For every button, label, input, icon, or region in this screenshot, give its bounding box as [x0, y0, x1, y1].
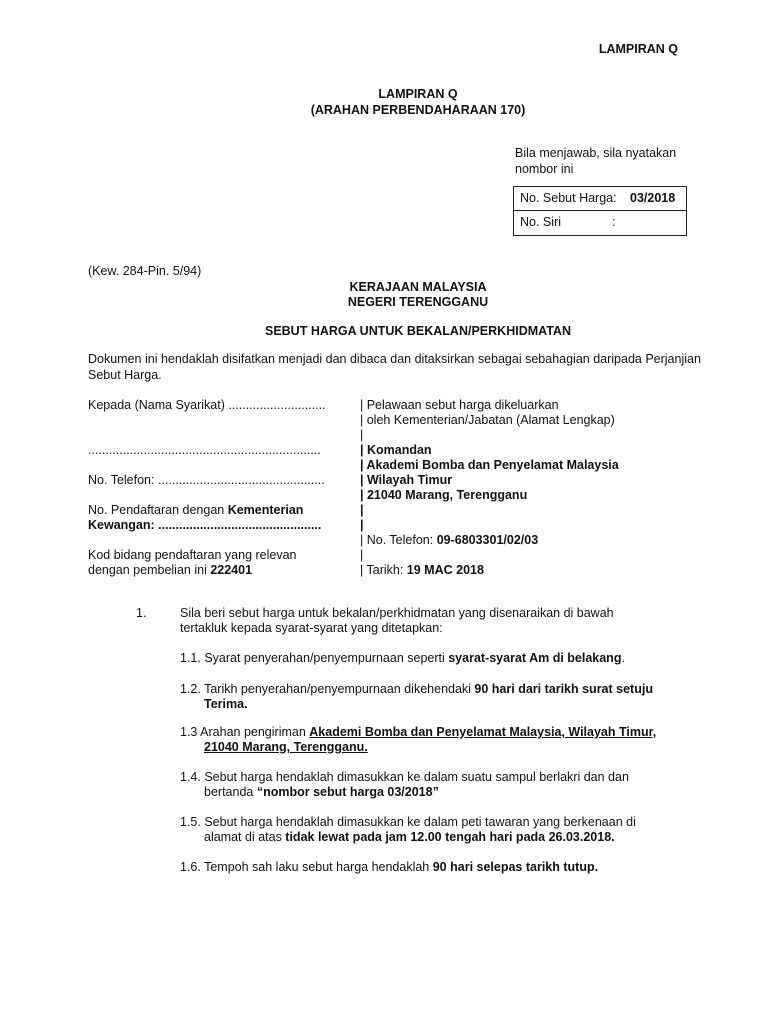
siri-row — [514, 210, 686, 234]
separator-bar: | — [360, 503, 364, 517]
sebut-harga-row — [514, 187, 686, 210]
kod-bidang-line2 — [88, 563, 252, 578]
item-1-5-text: 1.5. Sebut harga hendaklah dimasukkan ke dalam peti tawaran yang berkenaan di — [180, 815, 636, 829]
item-1-1-end: . — [621, 651, 625, 665]
item-1-5 — [180, 815, 680, 845]
heading-title: LAMPIRAN Q — [378, 87, 458, 101]
item-1-4-bold: “nombor sebut harga 03/2018” — [256, 785, 439, 799]
reply-note — [515, 145, 715, 177]
issuer-telefon — [360, 533, 538, 548]
gov-line2: NEGERI TERENGGANU — [347, 295, 489, 309]
item-1-3-text: 1.3 Arahan pengiriman — [180, 725, 310, 739]
reference-box — [513, 186, 687, 236]
telefon-field: No. Telefon: ................................................ — [88, 473, 325, 487]
government-heading — [0, 280, 770, 310]
section-intro-line1: Sila beri sebut harga untuk bekalan/perkhidmatan yang disenaraikan di bawah — [180, 606, 614, 620]
document-heading — [0, 86, 770, 118]
form-code: (Kew. 284-Pin. 5/94) — [88, 264, 202, 278]
gov-line1: KERAJAAN MALAYSIA — [349, 280, 487, 294]
item-1-6-bold: 90 hari selepas tarikh tutup. — [432, 860, 599, 874]
item-1-2 — [180, 682, 680, 712]
issuer-telefon-label: | No. Telefon: — [360, 533, 437, 547]
item-1-1-text: 1.1. Syarat penyerahan/penyempurnaan seperti — [180, 651, 449, 665]
kepada-field: Kepada (Nama Syarikat) ............................ — [88, 398, 326, 412]
separator-bar: | — [360, 428, 364, 442]
reply-note-line2: nombor ini — [515, 162, 574, 176]
item-1-3 — [180, 725, 680, 755]
address-postcode: | 21040 Marang, Terengganu — [360, 488, 528, 502]
top-right-label: LAMPIRAN Q — [598, 42, 678, 56]
item-1-5-bold: tidak lewat pada jam 12.00 tengah hari pada 26.03.2018. — [285, 830, 615, 844]
pelawaan-line2: | oleh Kementerian/Jabatan (Alamat Lengkap) — [360, 413, 615, 427]
item-1-3-address-cont: 21040 Marang, Terengganu. — [204, 740, 368, 754]
separator-bar: | — [360, 548, 364, 562]
issue-date — [360, 563, 484, 578]
item-1-1-bold: syarat-syarat Am di belakang — [448, 651, 622, 665]
item-1-5-text-cont: alamat di atas — [204, 830, 286, 844]
issue-date-value: 19 MAC 2018 — [406, 563, 484, 577]
item-1-1 — [180, 651, 680, 666]
pelawaan-line1: | Pelawaan sebut harga dikeluarkan — [360, 398, 559, 412]
kod-text: dengan pembelian ini — [88, 563, 211, 577]
item-1-3-address: Akademi Bomba dan Penyelamat Malaysia, Wilayah Timur, — [309, 725, 657, 739]
address-akademi: | Akademi Bomba dan Penyelamat Malaysia — [360, 458, 619, 472]
sebut-harga-value: 03/2018 — [630, 191, 676, 205]
item-1-2-text: 1.2. Tarikh penyerahan/penyempurnaan dikehendaki — [180, 682, 475, 696]
kod-value: 222401 — [210, 563, 253, 577]
siri-label: No. Siri — [520, 215, 561, 229]
issue-date-label: | Tarikh: — [360, 563, 407, 577]
section-number: 1. — [136, 606, 147, 620]
company-dots-field: ................................................................... — [88, 443, 321, 457]
item-1-6-text: 1.6. Tempoh sah laku sebut harga hendaklah — [180, 860, 433, 874]
heading-subtitle: (ARAHAN PERBENDAHARAAN 170) — [310, 103, 526, 117]
sebut-harga-label: No. Sebut Harga: — [520, 191, 617, 205]
pendaftaran-text: No. Pendaftaran dengan — [88, 503, 228, 517]
address-wilayah: | Wilayah Timur — [360, 473, 453, 487]
intro-paragraph: Dokumen ini hendaklah disifatkan menjadi dan dibaca dan ditaksirkan sebagai sebahagian daripada Perjanjian Sebut Harga. — [88, 352, 701, 382]
kewangan-field: Kewangan: ............................................... — [88, 518, 322, 532]
item-1-4-text-cont: bertanda — [204, 785, 257, 799]
separator-bar: | — [360, 518, 364, 532]
item-1-4-text: 1.4. Sebut harga hendaklah dimasukkan ke dalam suatu sampul berlakri dan dan — [180, 770, 629, 784]
document-title: SEBUT HARGA UNTUK BEKALAN/PERKHIDMATAN — [264, 324, 571, 338]
section-intro — [180, 606, 680, 636]
kod-bidang-line1: Kod bidang pendaftaran yang relevan — [88, 548, 297, 562]
reply-note-line1: Bila menjawab, sila nyatakan — [515, 146, 677, 160]
siri-colon: : — [612, 215, 616, 229]
item-1-2-bold: 90 hari dari tarikh surat setuju — [474, 682, 653, 696]
item-1-6 — [180, 860, 680, 875]
item-1-2-bold-cont: Terima. — [204, 697, 248, 711]
address-komandan: | Komandan — [360, 443, 432, 457]
item-1-4 — [180, 770, 680, 800]
pendaftaran-bold: Kementerian — [227, 503, 304, 517]
issuer-telefon-value: 09-6803301/02/03 — [436, 533, 539, 547]
section-intro-line2: tertakluk kepada syarat-syarat yang ditetapkan: — [180, 621, 443, 635]
pendaftaran-line1 — [88, 503, 303, 518]
